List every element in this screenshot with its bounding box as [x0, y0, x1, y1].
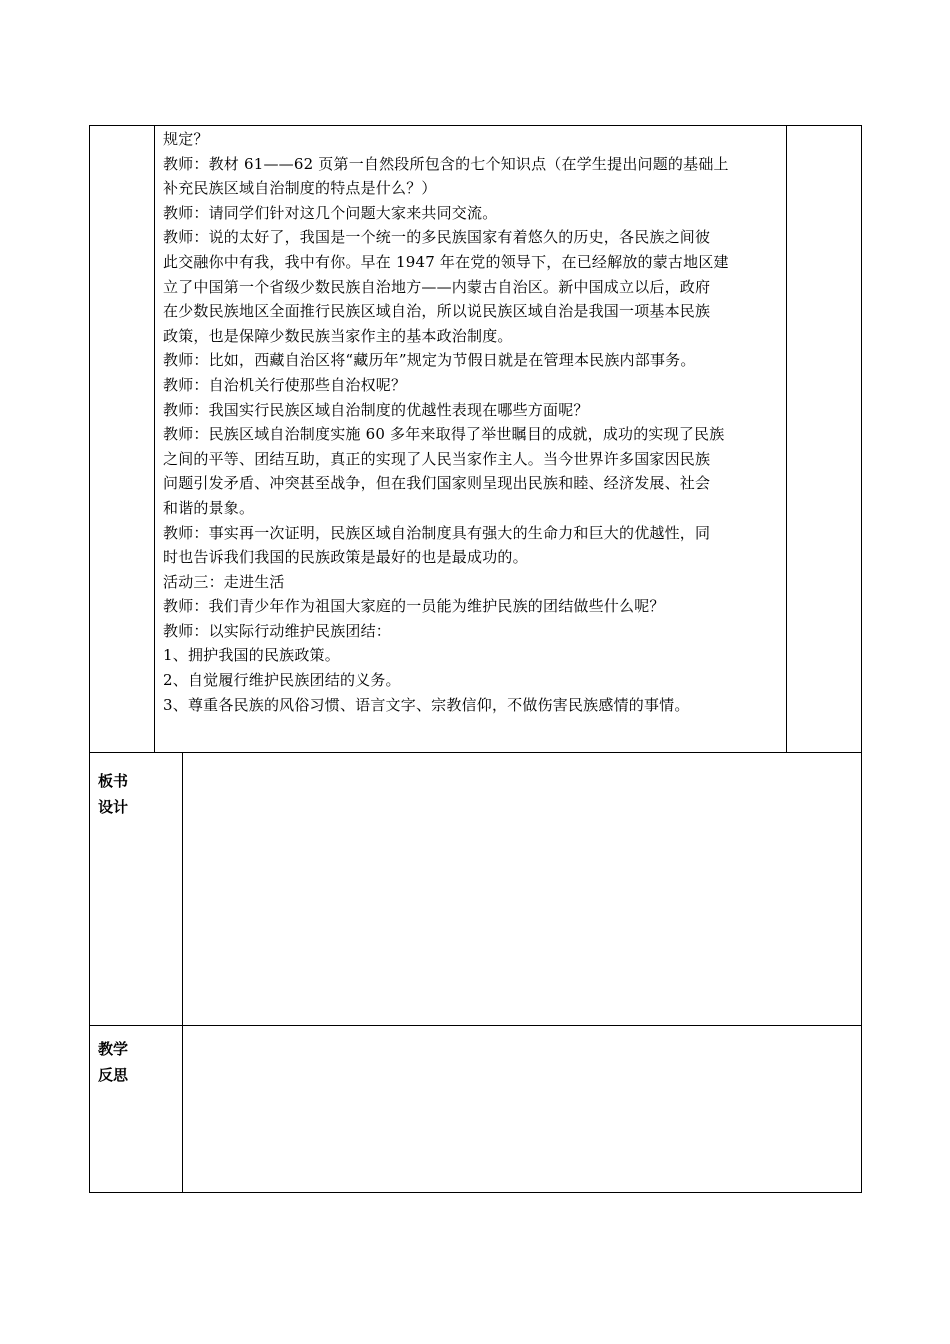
lesson-line: 活动三：走进生活 [163, 572, 285, 591]
lower-left-divider [182, 752, 183, 1193]
lesson-content [163, 127, 783, 717]
lesson-line: 教师：事实再一次证明，民族区域自治制度具有强大的生命力和巨大的优越性，同 [163, 523, 711, 542]
board-design-label [98, 768, 128, 820]
upper-right-divider [786, 125, 787, 752]
lesson-line: 在少数民族地区全面推行民族区域自治，所以说民族区域自治是我国一项基本民族 [163, 302, 711, 321]
lesson-line: 3、尊重各民族的风俗习惯、语言文字、宗教信仰，不做伤害民族感情的事情。 [163, 695, 690, 714]
lesson-line: 此交融你中有我，我中有你。早在 1947 年在党的领导下，在已经解放的蒙古地区建 [163, 252, 729, 271]
board-design-label-line: 设计 [98, 798, 129, 816]
row-divider-reflection [89, 1025, 862, 1026]
teaching-reflection-label-line: 反思 [98, 1066, 129, 1084]
lesson-line: 教师：自治机关行使那些自治权呢？ [163, 375, 407, 394]
lesson-line: 补充民族区域自治制度的特点是什么？） [163, 179, 437, 198]
lesson-line: 和谐的景象。 [163, 498, 255, 517]
row-divider-board [89, 752, 862, 753]
lesson-line: 1、拥护我国的民族政策。 [163, 646, 340, 665]
lesson-line: 教师：教材 61——62 页第一自然段所包含的七个知识点（在学生提出问题的基础上 [163, 154, 729, 173]
upper-left-divider [154, 125, 155, 752]
lesson-line: 教师：请同学们针对这几个问题大家来共同交流。 [163, 203, 498, 222]
lesson-line: 之间的平等、团结互助，真正的实现了人民当家作主人。当今世界许多国家因民族 [163, 449, 711, 468]
lesson-line: 教师：以实际行动维护民族团结： [163, 621, 392, 640]
lesson-line: 教师：比如，西藏自治区将“藏历年”规定为节假日就是在管理本民族内部事务。 [163, 351, 696, 370]
lesson-line: 立了中国第一个省级少数民族自治地方——内蒙古自治区。新中国成立以后，政府 [163, 277, 711, 296]
lesson-line: 问题引发矛盾、冲突甚至战争，但在我们国家则呈现出民族和睦、经济发展、社会 [163, 474, 711, 493]
lesson-line: 时也告诉我们我国的民族政策是最好的也是最成功的。 [163, 548, 528, 567]
board-design-label-line: 板书 [98, 772, 129, 790]
lesson-line: 2、自觉履行维护民族团结的义务。 [163, 671, 401, 690]
lesson-line: 教师：我国实行民族区域自治制度的优越性表现在哪些方面呢？ [163, 400, 589, 419]
lesson-line: 教师：我们青少年作为祖国大家庭的一员能为维护民族的团结做些什么呢？ [163, 597, 665, 616]
lesson-line: 教师：民族区域自治制度实施 60 多年来取得了举世瞩目的成就，成功的实现了民族 [163, 425, 725, 444]
lesson-line: 规定？ [163, 130, 209, 148]
teaching-reflection-label-line: 教学 [98, 1040, 129, 1058]
lesson-line: 政策，也是保障少数民族当家作主的基本政治制度。 [163, 326, 513, 345]
teaching-reflection-label [98, 1036, 128, 1088]
lesson-line: 教师：说的太好了，我国是一个统一的多民族国家有着悠久的历史，各民族之间彼 [163, 228, 711, 247]
